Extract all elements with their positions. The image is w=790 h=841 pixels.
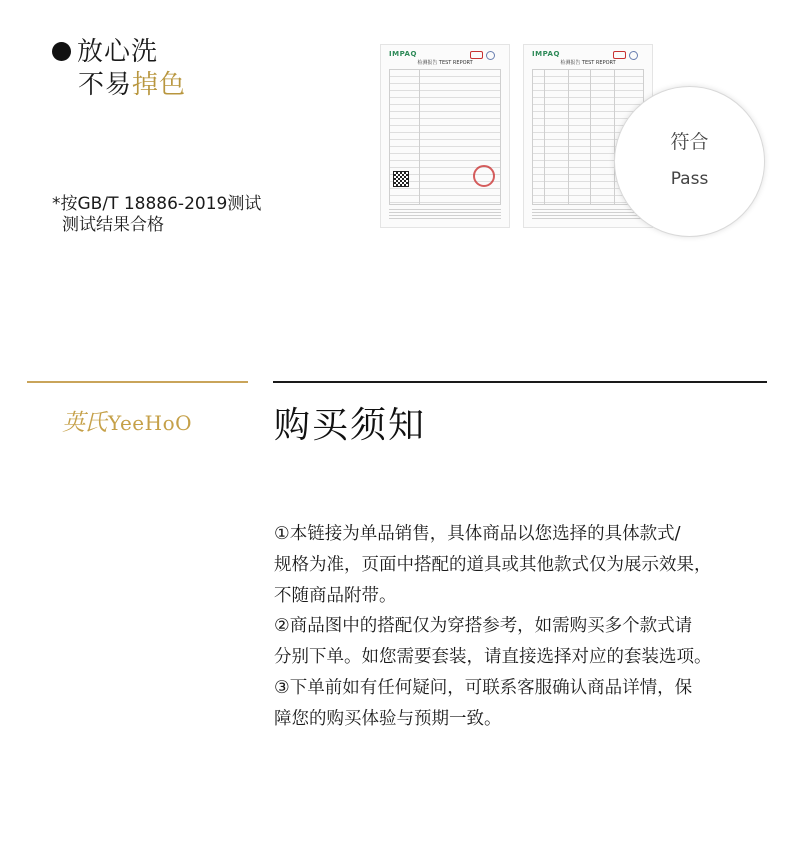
report-title: 检测报告 TEST REPORT [417,60,473,66]
dark-divider [273,381,767,383]
qr-code-icon [393,171,409,187]
report-table-divider [544,69,545,205]
brand-logo-cn: 英氏 [62,410,106,436]
report-title: 检测报告 TEST REPORT [560,60,616,66]
brand-logo-en: YeeHoO [108,411,193,435]
feature-headline [52,36,186,102]
notice-line: ①本链接为单品销售，具体商品以您选择的具体款式/ [274,524,681,544]
notice-line: 规格为准，页面中搭配的道具或其他款式仅为展示效果， [274,554,712,575]
notice-line: ②商品图中的搭配仅为穿搭参考，如需购买多个款式请 [274,616,693,637]
feature-line-2-prefix: 不易 [78,70,133,100]
certification-mark-icon [470,51,483,59]
feature-line-1-text: 放心洗 [77,37,159,67]
brand-logo [62,404,192,437]
notice-line: 障您的购买体验与预期一致。 [274,708,502,729]
bullet-dot-icon [52,42,71,61]
note-line-1: *按GB/T 18886-2019测试 [52,194,262,214]
report-table-divider [590,69,591,205]
test-standard-note [52,194,261,236]
report-brand-logo: IMPAQ [389,50,417,58]
report-footer [389,209,501,221]
purchase-notice-body [274,519,774,735]
gold-divider [27,381,248,383]
report-table-divider [419,69,420,205]
report-brand-logo: IMPAQ [532,50,560,58]
notice-line: ③下单前如有任何疑问，可联系客服确认商品详情，保 [274,677,693,698]
pass-magnifier [614,86,765,237]
certification-mark-icon [613,51,626,59]
report-footer [532,209,644,221]
notice-line: 分别下单。如您需要套装，请直接选择对应的套装选项。 [274,647,712,668]
pass-label-cn: 符合 [670,131,709,153]
report-table-divider [568,69,569,205]
feature-line-2-highlight: 掉色 [132,70,187,100]
test-report-page-1 [380,44,510,228]
purchase-notice-title: 购买须知 [274,405,427,446]
feature-line-2 [52,69,186,102]
feature-line-1 [52,36,186,69]
note-line-2: 测试结果合格 [62,215,164,235]
red-seal-stamp-icon [473,165,495,187]
pass-label-en: Pass [670,169,709,189]
notice-line: 不随商品附带。 [274,585,397,606]
